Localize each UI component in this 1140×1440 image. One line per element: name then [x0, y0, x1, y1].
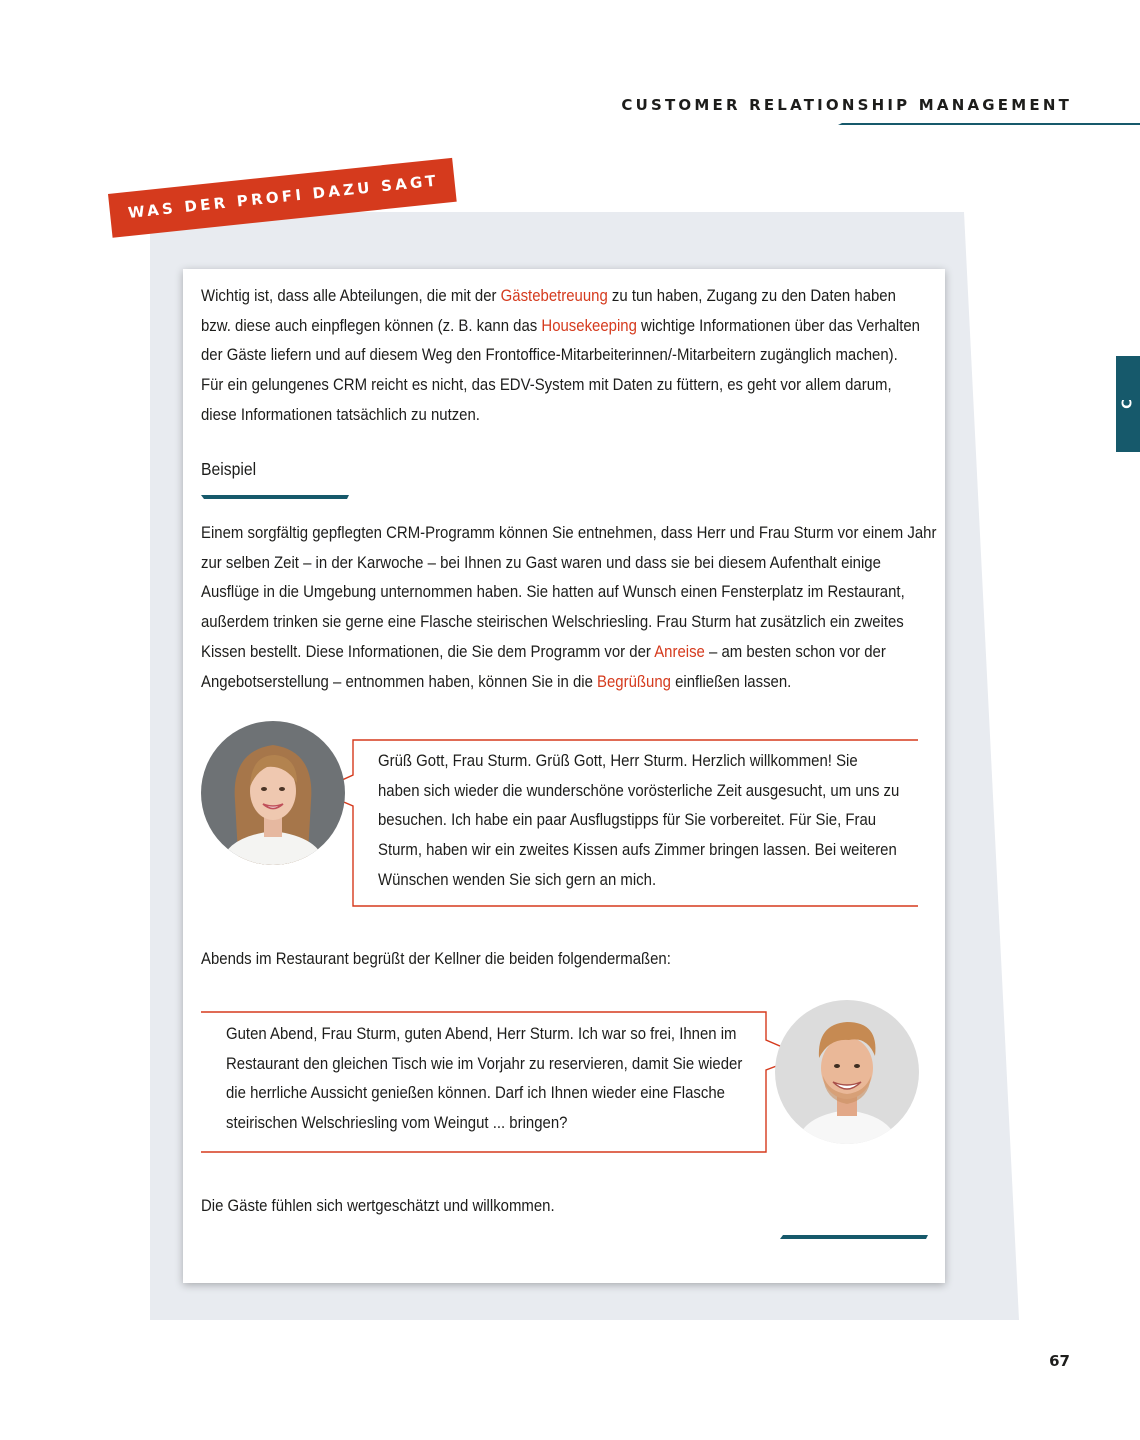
chapter-tab-label: C: [1120, 399, 1136, 409]
waiter-intro: Abends im Restaurant begrüßt der Kellner die beiden folgendermaßen:: [201, 949, 671, 968]
keyword-housekeeping: Housekeeping: [541, 315, 637, 335]
keyword-arrival: Anreise: [654, 641, 705, 661]
example-text-1: Einem sorgfältig gepflegten CRM-Programm können Sie entnehmen, dass Herr und Frau Sturm vor einem Jahr zur selben Zeit – in der Karwoche – bei Ihnen zu Gast waren und dass sie bei diesem Aufenthalt einige Ausflüge in die Umgebung unternommen haben. Sie hatten auf Wunsch einen Fensterplatz im Restaurant, außerdem trinken sie gerne eine Flasche steirischen Welschriesling. Frau Sturm hat zusätzlich ein zweites Kissen bestellt. Diese Informationen, die Sie dem Programm vor der: [201, 523, 937, 661]
example-heading: Beispiel: [201, 459, 257, 479]
intro-text-3: wichtige Informationen über das Verhalten der Gäste liefern und auf diesem Weg den Frontoffice-Mitarbeiterinnen/-Mitarbeitern zugänglich machen). Für ein gelungenes CRM reicht es nicht, das EDV-System mit Daten zu füttern, es geht vor allem darum, diese Informationen tatsächlich zu nutzen.: [201, 315, 921, 424]
conclusion-paragraph: Die Gäste fühlen sich wertgeschätzt und willkommen.: [201, 1196, 555, 1215]
keyword-greeting: Begrüßung: [597, 671, 671, 691]
intro-text-1: Wichtig ist, dass alle Abteilungen, die mit der: [201, 286, 501, 305]
intro-text-2: zu tun haben, Zugang zu den Daten haben bzw. diese auch einpflegen können (z. B. kann das: [201, 286, 896, 335]
example-text-3: einfließen lassen.: [670, 671, 792, 691]
example-text-2: – am besten schon vor der Angebotserstellung – entnommen haben, können Sie in die: [201, 641, 886, 691]
page-number: 67: [1049, 1352, 1070, 1370]
running-header-title: CUSTOMER RELATIONSHIP MANAGEMENT: [621, 96, 1072, 114]
reception-quote: Grüß Gott, Frau Sturm. Grüß Gott, Herr Sturm. Herzlich willkommen! Sie haben sich wieder die wunderschöne vorösterliche Zeit ausgesucht, um uns zu besuchen. Ich habe ein paar Ausflugstipps für Sie vorbereitet. Für Sie, Frau Sturm, haben wir ein zweites Kissen aufs Zimmer bringen lassen. Bei weiteren Wünschen wenden Sie sich gern an mich.: [378, 751, 900, 889]
waiter-quote: Guten Abend, Frau Sturm, guten Abend, Herr Sturm. Ich war so frei, Ihnen im Restaurant den gleichen Tisch wie im Vorjahr zu reservieren, damit Sie wieder die herrliche Aussicht genießen können. Darf ich Ihnen wieder eine Flasche steirischen Welschriesling vom Weingut ... bringen?: [226, 1024, 743, 1133]
section-banner-label: WAS DER PROFI DAZU SAGT: [127, 171, 440, 222]
card-end-underline: [780, 1234, 928, 1240]
receptionist-portrait: [201, 721, 345, 865]
waiter-avatar: [775, 1000, 919, 1144]
keyword-guest-care: Gästebetreuung: [500, 286, 608, 305]
waiter-portrait: [775, 1000, 919, 1144]
receptionist-avatar: [201, 721, 345, 865]
